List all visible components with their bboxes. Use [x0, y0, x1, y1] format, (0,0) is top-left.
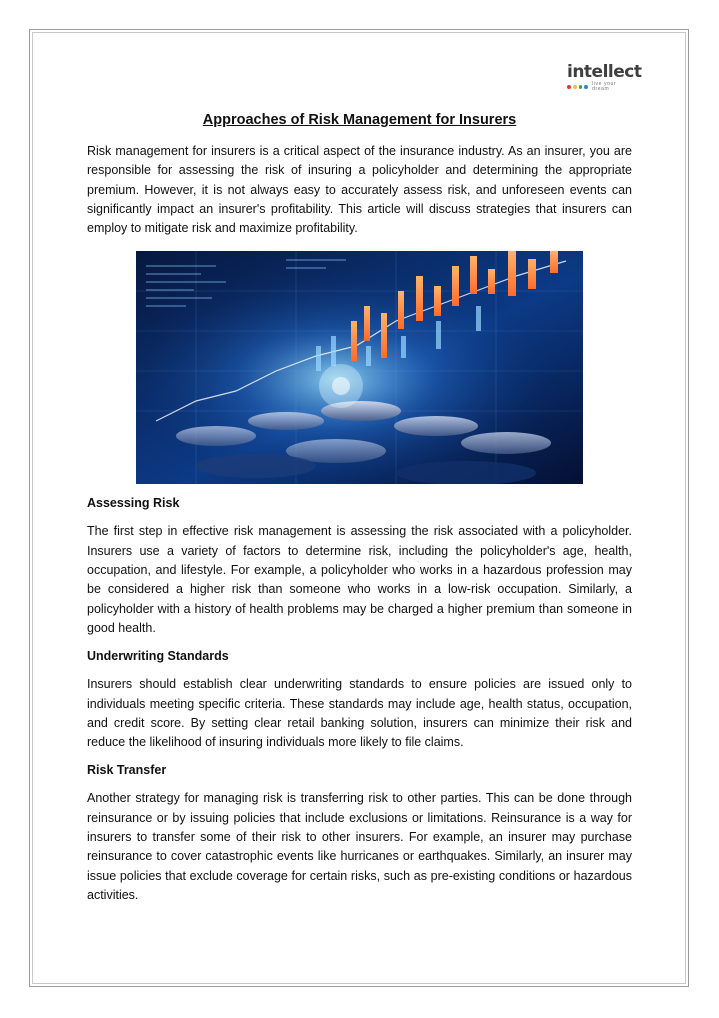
article: [87, 110, 632, 905]
section-heading-risk-transfer: Risk Transfer: [87, 763, 167, 778]
brand-dot: [567, 85, 571, 89]
page-title: Approaches of Risk Management for Insurers: [202, 112, 517, 128]
section-body-assessing-risk: The first step in effective risk management is assessing the risk associated with a policyholder. Insurers use a variety of factors to determine risk, including the policyholder's age, health, occupation, and lifestyle. For example, a policyholder who works in a hazardous profession may be considered a higher risk than someone who works in a low-risk occupation. Similarly, a policyholder with a history of health problems may be charged a higher premium than someone in good health.: [87, 524, 632, 635]
brand-logo: [567, 62, 642, 92]
section-heading-underwriting-standards: Underwriting Standards: [87, 649, 229, 664]
section-body-risk-transfer: Another strategy for managing risk is transferring risk to other parties. This can be done through reinsurance or by issuing policies that include exclusions or limitations. Reinsurance is a way for insurers to transfer some of their risk to other insurers. For example, an insurer may purchase reinsurance to cover catastrophic events like hurricanes or earthquakes. Similarly, an insurer may issue policies that exclude coverage for certain risks, such as pre-existing conditions or hazardous activities.: [87, 791, 632, 902]
section-heading-assessing-risk: Assessing Risk: [87, 496, 180, 511]
brand-dot: [579, 85, 583, 89]
section-body-underwriting-standards: Insurers should establish clear underwriting standards to ensure policies are issued only to individuals meeting specific criteria. These standards may include age, health status, occupation, and credit score. By setting clear retail banking solution, insurers can minimize their risk and reduce the likelihood of insuring individuals more likely to file claims.: [87, 677, 632, 750]
brand-dot: [584, 85, 588, 89]
financial-chart-with-coins-image: [136, 251, 583, 484]
intro-paragraph: Risk management for insurers is a critical aspect of the insurance industry. As an insurer, you are responsible for assessing the risk of insuring a policyholder and determining the appropriate premium. However, it is not always easy to accurately assess risk, and unforeseen events can significantly impact an insurer's profitability. This article will discuss strategies that insurers can employ to mitigate risk and maximize profitability.: [87, 144, 632, 236]
brand-name: intellect: [567, 62, 642, 82]
brand-tagline-row: [567, 82, 633, 92]
brand-tagline: live your dream: [592, 81, 617, 92]
brand-dot: [573, 85, 577, 89]
